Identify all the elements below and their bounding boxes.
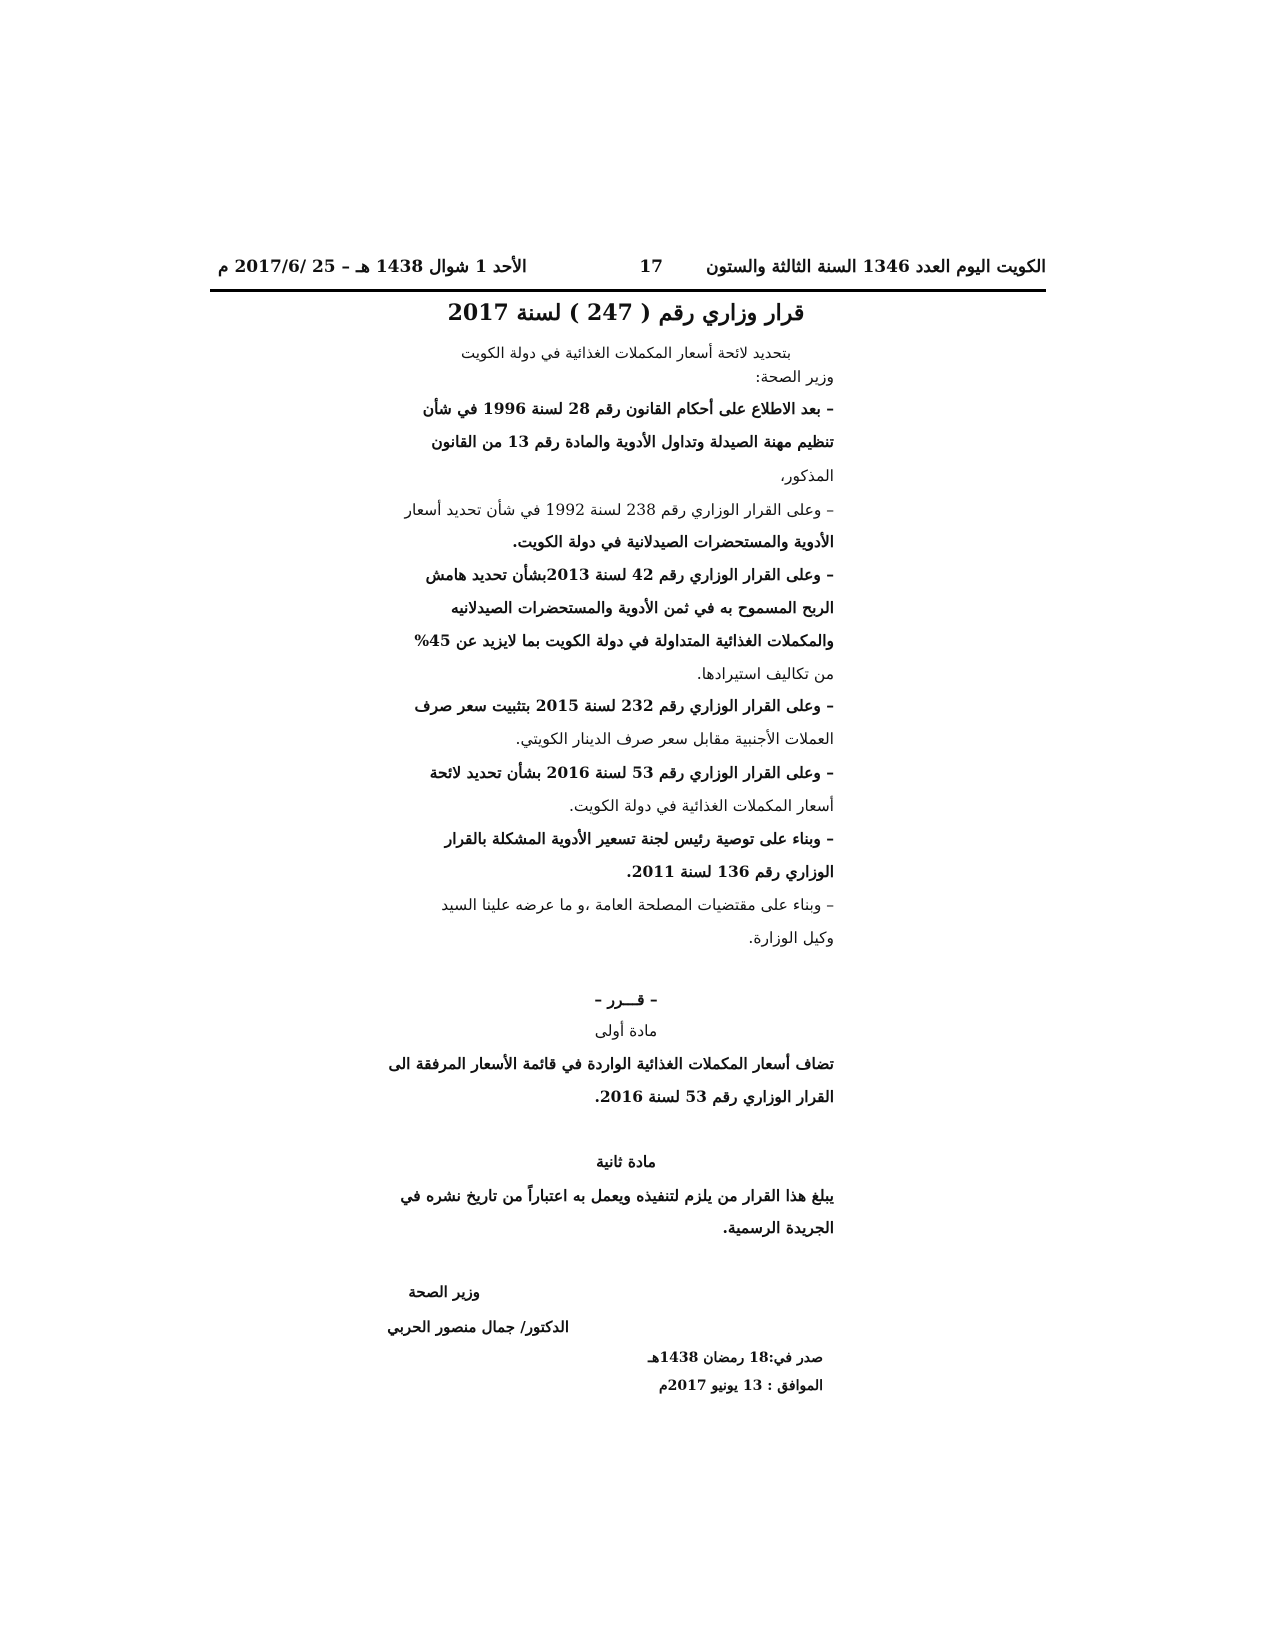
article1-line: القرار الوزاري رقم 53 لسنة 2016. [594, 1087, 834, 1106]
article2-line: يبلغ هذا القرار من يلزم لتنفيذه ويعمل به اعتباراً من تاريخ نشره في [400, 1186, 834, 1205]
page-header [210, 255, 1046, 292]
decree-title: قرار وزاري رقم ( 247 ) لسنة 2017 [447, 300, 805, 326]
preamble-line: – وعلى القرار الوزاري رقم 238 لسنة 1992 في شأن تحديد أسعار [404, 501, 834, 519]
preamble-line: وكيل الوزارة. [748, 929, 834, 947]
article1-heading: مادة أولى [594, 1022, 658, 1040]
preamble-line: العملات الأجنبية مقابل سعر صرف الدينار الكويتي. [515, 730, 834, 748]
article2-heading: مادة ثانية [596, 1152, 656, 1171]
decision-section [388, 990, 834, 1250]
preamble [404, 360, 834, 960]
gregorian-date: الموافق : 13 يونيو 2017م [658, 1378, 823, 1394]
preamble-line: وزير الصحة: [755, 368, 834, 386]
header-date: الأحد 1 شوال 1438 هـ – 25 /2017/6 م [218, 257, 527, 277]
preamble-line: تنظيم مهنة الصيدلة وتداول الأدوية والمادة رقم 13 من القانون [431, 432, 834, 451]
preamble-line: من تكاليف استيرادها. [696, 665, 834, 683]
preamble-line: أسعار المكملات الغذائية في دولة الكويت. [568, 797, 834, 815]
preamble-line: – وبناء على مقتضيات المصلحة العامة ،و ما عرضه علينا السيد [441, 896, 834, 914]
signature-name: الدكتور/ جمال منصور الحربي [387, 1318, 569, 1336]
preamble-line: الوزاري رقم 136 لسنة 2011. [626, 862, 834, 881]
article2-line: الجريدة الرسمية. [722, 1218, 834, 1237]
preamble-line: – بعد الاطلاع على أحكام القانون رقم 28 لسنة 1996 في شأن [422, 399, 834, 418]
preamble-line: – وعلى القرار الوزاري رقم 53 لسنة 2016 بشأن تحديد لائحة [429, 763, 834, 782]
preamble-line: المذكور، [779, 467, 834, 485]
article1-line: تضاف أسعار المكملات الغذائية الواردة في قائمة الأسعار المرفقة الى [388, 1054, 834, 1073]
header-page-number: 17 [639, 257, 663, 277]
preamble-line: – وبناء على توصية رئيس لجنة تسعير الأدوية المشكلة بالقرار [444, 829, 834, 848]
preamble-line: والمكملات الغذائية المتداولة في دولة الكويت بما لايزيد عن 45% [414, 631, 834, 650]
decision-heading: – قـــرر – [594, 990, 658, 1009]
header-publication: الكويت اليوم العدد 1346 السنة الثالثة والستون [706, 257, 1046, 277]
preamble-line: الربح المسموح به في ثمن الأدوية والمستحضرات الصيدلانيه [451, 598, 834, 617]
preamble-line: – وعلى القرار الوزاري رقم 232 لسنة 2015 بتثبيت سعر صرف [414, 696, 834, 715]
preamble-line: الأدوية والمستحضرات الصيدلانية في دولة الكويت. [512, 532, 834, 551]
signature-role: وزير الصحة [408, 1283, 480, 1301]
issue-date: صدر في:18 رمضان 1438هـ [647, 1350, 823, 1366]
decree-subtitle: بتحديد لائحة أسعار المكملات الغذائية في دولة الكويت [461, 344, 791, 362]
preamble-line: – وعلى القرار الوزاري رقم 42 لسنة 2013بشأن تحديد هامش [425, 565, 834, 584]
